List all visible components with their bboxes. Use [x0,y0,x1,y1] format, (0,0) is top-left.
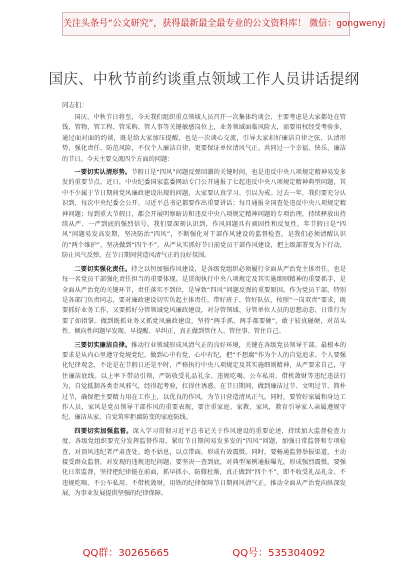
document-body [62,113,346,523]
paragraph [62,427,346,500]
paragraph-text: 节假日是“四风”问题反弹回潮的关键时间，也是违反中央八项规定精神易发多发的重要节点。近日，中央纪委国家监委网站专门公开通报了七起违反中央八项规定精神典型问题，其中不少属于节日期间党风廉政建设出现的问题，大家要认真学习、引以为戒。过去一年，我们要充分认识到，每次中央纪委会公开、习近平总书记都要作出重要讲话；每月通报全国查处违反中央八项规定精神问题；每到重大节假日，都会开展明察暗访和违反中央八项规定精神问题的专项治理，持续释放出持续从严、一严到底的强烈信号。我们要深刻认识到，作风问题具有顽固性和反复性，年节假日是“四风”问题易发高发期，坚决防治“四风”，不断强化对干部作风建设的监督检查，是我们必须清醒认识的“两个维护”，坚决做到“四个不”，从严从实抓好节日前党员干部作风建设，把上级部署变为下行动，防止风气反弹，在节日期间营造风清气正的良好氛围。 [62,169,347,260]
contact-footer [0,544,408,559]
document-title: 国庆、中秋节前约谈重点领域工作人员讲话提纲 [48,72,360,88]
paragraph-text: 推动行业领域形成风清气正的良好环境，关键在各级党员领导干部。最根本的要求是从内心里遵守党规党纪，做到心中有党、心中有纪，把“不想腐”作为个人的自觉追求。个人要强化纪律观念，不论是在节假日还是平时，严格执行中央八项规定及其实施细则精神，从严要求自己，守住廉洁底线。以上率下带动引领，严防收受礼品礼金、违规吃喝、公车私用、借机敛财等违纪违法行为，自觉抵制各类歪风邪气，经得起考验，扛得住诱惑。在节日期间，做到廉洁过节、文明过节、简朴过节，确保把主要精力用在工作上，以优良的作风，为节日营造清风正气。同时，要管好家属和身边工作人员，家风是党员领导干部作风的重要表现，要注重家庭、家教、家风，教育引导家人亲属遵规守纪、廉洁从家，自觉筑牢拒腐防变的家庭防线。 [62,341,347,422]
paragraph [62,168,346,262]
paragraph-heading: 一要切实认清形势。 [74,169,132,177]
salutation: 同志们： [62,101,88,109]
paragraph-text: 国庆、中秋节日将至，今天我们组织重点领域人员召开一次集体约谈会，主要考虑是大家都处在管钱、管物、管工程、管采购、管人事等关键敏感岗位上，业务领域面临风险大，需要用权经受考验多，通过面对面的约谈，既是给大家加压提醒，也是一次谈心交流，引导大家扣好廉洁自律之弦、认清形势、强化责任、防范风险，不仅个人廉洁自律，更要保证单位清风气正。共同过一个幸福、快乐、廉洁的节日。今天主要交流四个方面的问题： [62,114,346,163]
qq-group-label: QQ群：30265665 [82,548,170,559]
paragraph-heading: 四要切实加强监督。 [74,427,133,435]
paragraph-heading: 三要切实廉洁自律。 [74,341,132,349]
paragraph-heading: 二要切实强化责任。 [74,265,132,273]
promo-banner: 关注头条号“公文研究”，获得最新最全最专业的公文资料库！ 微信：gongwenyj [62,12,350,36]
paragraph [62,341,346,424]
paragraph [62,265,346,338]
paragraph-text: 持之以恒加强作风建设，是各级党组织必须履行全面从严治党主体责任，也是每一名党员干部强化责任担当的重要体现。是贯彻执行中央八项规定及其实施细则精神的重要抓手，是全面从严治党的关键环节，责任落实不到位，是导致“四风”问题反弹的重要原因。作为党员干部，特别是各部门负责同志，要对廉政建设切实负起主体责任，带好班子、管好队伍，按照“一岗双责”要求，既要抓好业务工作，又要抓好分管领域党风廉政建设，对分管领域、分管单位人员的思想动态、日常行为要了如指掌。做到既抓业务又抓党风廉政建设，坚持“两手抓、两手都要硬”，敢于较真碰硬，对苗头性、倾向性问题早发现、早提醒、早纠正，真正做到管住人、管住事、管住自己。 [62,265,347,336]
paragraph-text: 深入学习贯彻习近平总书记关于作风建设的重要论述，持续加大监督检查力度。各级党组织要充分发挥监督作用，紧盯节日期间易发多发的“四风”问题，加强日常监督和专项检查，对顶风违纪者严肃查处、绝不姑息，以点带面，形成有效震慑。同时，要畅通监督举报渠道，主动接受群众监督，对发现的违规违纪问题，要坚决一查到底，对典型案例通报曝光，形成强烈震慑。要强化日常监督，坚持把纪律挺在前面，抓早抓小、防微杜渐，真正做到“四个不”，即不收受礼品礼金、不违规吃喝、不公车私用、不借机敛财，用铁的纪律保障节日期间风清气正，推动全面从严治党向纵深发展，为事业发展提供坚强的纪律保障。 [62,427,347,498]
paragraph [62,113,346,165]
qq-number-label: QQ号：535304092 [232,548,326,559]
